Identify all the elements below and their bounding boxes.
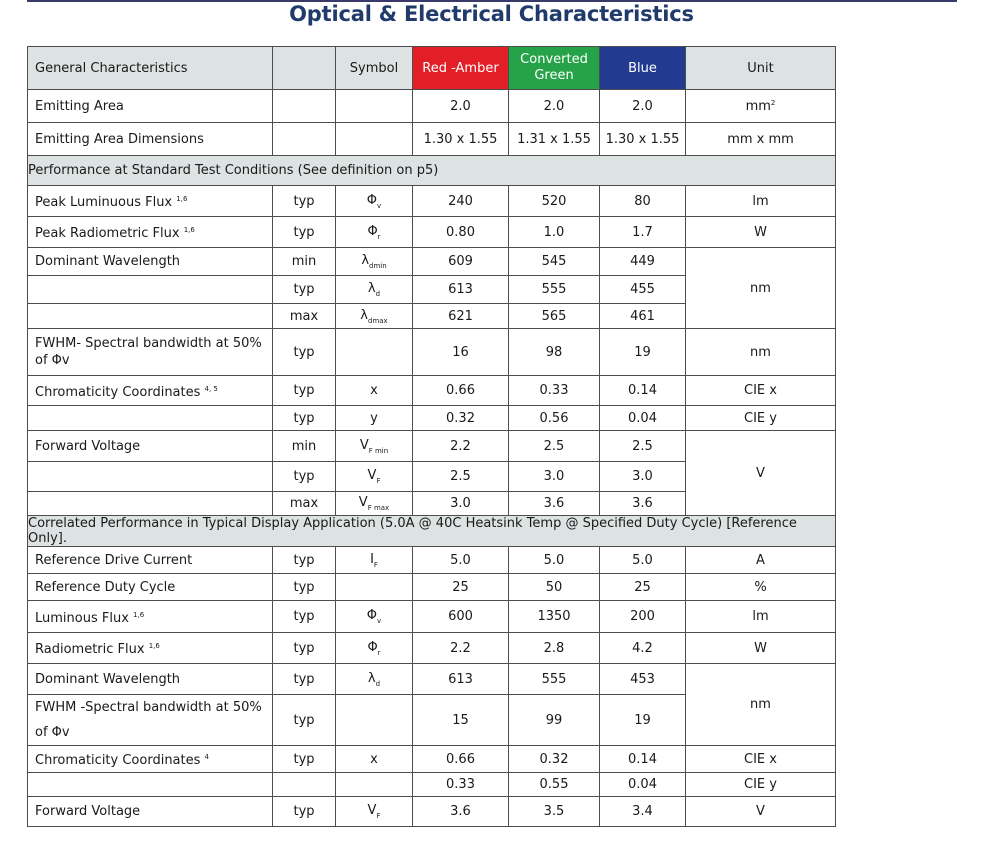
symbol-subscript: F [373,560,378,569]
row-label [28,329,273,376]
value-red-amber: 2.2 [413,633,509,664]
condition-cell [273,773,336,797]
footnote-ref: 1,6 [148,642,160,650]
row-label-line2: of Φv [35,725,70,740]
table-row [28,248,836,276]
value-red-amber: 0.66 [413,376,509,406]
symbol-subscript: F max [367,504,390,512]
value-blue: 0.04 [600,406,686,431]
section-correlated-performance: Correlated Performance in Typical Display Application (5.0A @ 40C Heatsink Temp @ Specified Duty Cycle) [Reference Only]. [28,516,836,547]
symbol-main: V [367,468,377,483]
table-row [28,406,836,431]
header-symbol: Symbol [336,47,413,90]
value-green: 565 [509,304,600,329]
symbol-main: λ [367,670,376,686]
symbol-cell [336,329,413,376]
table-row [28,664,836,695]
section-row [28,516,836,547]
value-red-amber: 25 [413,574,509,601]
header-green-line2: Green [534,68,574,83]
value-green: 3.6 [509,492,600,516]
table-row [28,431,836,462]
value-green: 2.0 [509,90,600,123]
row-label [28,462,273,492]
symbol-subscript: d [375,290,381,298]
value-blue: 4.2 [600,633,686,664]
value-red-amber: 0.66 [413,746,509,773]
unit-superscript: 2 [770,98,776,107]
unit-cell: A [686,547,836,574]
value-blue: 5.0 [600,547,686,574]
value-blue: 1.30 x 1.55 [600,123,686,156]
value-blue: 200 [600,601,686,633]
characteristics-table [27,46,836,827]
section-standard-conditions: Performance at Standard Test Conditions (See definition on p5) [28,156,836,186]
condition-cell: typ [273,329,336,376]
value-red-amber: 5.0 [413,547,509,574]
symbol-cell [336,574,413,601]
value-green: 0.33 [509,376,600,406]
value-green: 555 [509,276,600,304]
page-title: Optical & Electrical Characteristics [289,2,694,26]
row-label-text: Peak Luminuous Flux [35,195,173,210]
value-blue: 1.7 [600,217,686,248]
unit-cell: W [686,633,836,664]
condition-cell [273,123,336,156]
symbol-main: Φ [367,639,378,655]
symbol-cell [336,773,413,797]
header-converted-green [509,47,600,90]
symbol-cell [336,633,413,664]
row-label [28,217,273,248]
symbol-main: λ [360,307,368,323]
value-green: 2.8 [509,633,600,664]
symbol-cell: x [336,746,413,773]
value-blue: 19 [600,695,686,746]
value-red-amber: 1.30 x 1.55 [413,123,509,156]
value-green: 2.5 [509,431,600,462]
value-green: 1.0 [509,217,600,248]
header-general: General Characteristics [28,47,273,90]
value-blue: 453 [600,664,686,695]
condition-cell: typ [273,633,336,664]
table-row [28,217,836,248]
value-red-amber: 621 [413,304,509,329]
symbol-cell [336,797,413,827]
symbol-cell [336,601,413,633]
condition-cell: typ [273,547,336,574]
symbol-cell [336,695,413,746]
row-label-line1: FWHM- Spectral bandwidth at 50% [35,336,262,351]
symbol-subscript: d [375,679,381,688]
value-blue: 3.4 [600,797,686,827]
footnote-ref: 4 [204,753,209,761]
row-label: Dominant Wavelength [28,664,273,695]
value-red-amber: 15 [413,695,509,746]
symbol-cell [336,431,413,462]
value-green: 50 [509,574,600,601]
row-label [28,773,273,797]
value-red-amber: 2.0 [413,90,509,123]
condition-cell: typ [273,746,336,773]
value-green: 0.56 [509,406,600,431]
row-label: Emitting Area [28,90,273,123]
row-label [28,601,273,633]
symbol-cell [336,123,413,156]
symbol-subscript: v [377,617,382,625]
symbol-cell [336,248,413,276]
condition-cell: typ [273,186,336,217]
value-blue: 449 [600,248,686,276]
symbol-cell: x [336,376,413,406]
header-blue: Blue [600,47,686,90]
condition-cell: typ [273,797,336,827]
row-label-text: Chromaticity Coordinates [35,384,201,400]
symbol-cell [336,547,413,574]
value-green: 3.0 [509,462,600,492]
table-row [28,547,836,574]
table-header-row [28,47,836,90]
row-label [28,746,273,773]
value-red-amber: 3.6 [413,797,509,827]
value-red-amber: 3.0 [413,492,509,516]
unit-text: mm [745,98,771,114]
condition-cell: typ [273,664,336,695]
symbol-subscript: r [377,648,381,657]
unit-cell: lm [686,186,836,217]
value-green: 555 [509,664,600,695]
symbol-main: I [370,551,374,567]
unit-cell: V [686,797,836,827]
condition-cell: max [273,492,336,516]
symbol-main: V [367,803,377,818]
table-row [28,797,836,827]
symbol-cell [336,462,413,492]
unit-cell: nm [686,248,836,329]
value-blue: 0.04 [600,773,686,797]
symbol-subscript: dmin [369,262,387,270]
table-row [28,633,836,664]
value-blue: 2.5 [600,431,686,462]
symbol-main: Φ [367,223,378,239]
row-label-text: Radiometric Flux [35,642,145,657]
value-blue: 19 [600,329,686,376]
value-red-amber: 609 [413,248,509,276]
row-label [28,406,273,431]
table-row [28,329,836,376]
value-blue: 80 [600,186,686,217]
row-label [28,492,273,516]
value-red-amber: 2.5 [413,462,509,492]
symbol-cell [336,276,413,304]
footnote-ref: 4, 5 [204,384,218,393]
row-label [28,186,273,217]
value-blue: 2.0 [600,90,686,123]
row-label [28,633,273,664]
row-label: Forward Voltage [28,797,273,827]
symbol-cell [336,492,413,516]
symbol-cell [336,304,413,329]
table-row [28,574,836,601]
footnote-ref: 1,6 [133,610,145,619]
unit-cell [686,90,836,123]
value-green: 99 [509,695,600,746]
condition-cell: typ [273,462,336,492]
condition-cell: typ [273,217,336,248]
row-label-line2: of Φv [35,353,70,368]
symbol-cell [336,664,413,695]
value-red-amber: 0.80 [413,217,509,248]
symbol-subscript: F min [368,446,389,455]
value-blue: 3.0 [600,462,686,492]
value-red-amber: 600 [413,601,509,633]
table-row [28,746,836,773]
condition-cell: typ [273,276,336,304]
value-red-amber: 0.33 [413,773,509,797]
value-red-amber: 0.32 [413,406,509,431]
row-label: Forward Voltage [28,431,273,462]
value-blue: 455 [600,276,686,304]
value-blue: 3.6 [600,492,686,516]
value-blue: 0.14 [600,376,686,406]
value-green: 520 [509,186,600,217]
symbol-main: λ [361,253,370,268]
row-label-line1: FWHM -Spectral bandwidth at 50% [35,700,262,715]
row-label-text: Peak Radiometric Flux [35,226,180,241]
unit-cell: W [686,217,836,248]
symbol-cell: y [336,406,413,431]
condition-cell: min [273,431,336,462]
unit-cell: mm x mm [686,123,836,156]
unit-cell: CIE x [686,376,836,406]
row-label-text: Chromaticity Coordinates [35,753,201,768]
condition-cell: typ [273,406,336,431]
table-row [28,376,836,406]
value-green: 1350 [509,601,600,633]
value-red-amber: 613 [413,276,509,304]
condition-cell: max [273,304,336,329]
unit-cell: V [686,431,836,516]
table-row [28,123,836,156]
header-red-amber: Red -Amber [413,47,509,90]
table-row [28,601,836,633]
header-unit: Unit [686,47,836,90]
unit-cell: CIE x [686,746,836,773]
symbol-main: λ [367,281,376,296]
row-label: Dominant Wavelength [28,248,273,276]
unit-cell: nm [686,329,836,376]
value-red-amber: 613 [413,664,509,695]
row-label: Emitting Area Dimensions [28,123,273,156]
footnote-ref: 1,6 [183,226,195,234]
unit-cell: lm [686,601,836,633]
table-row [28,186,836,217]
value-green: 0.55 [509,773,600,797]
unit-cell: % [686,574,836,601]
symbol-main: V [359,437,369,453]
row-label [28,695,273,746]
value-green: 545 [509,248,600,276]
row-label [28,304,273,329]
unit-cell: CIE y [686,406,836,431]
value-green: 1.31 x 1.55 [509,123,600,156]
condition-cell: typ [273,574,336,601]
table-row [28,90,836,123]
value-green: 5.0 [509,547,600,574]
unit-cell: nm [686,664,836,746]
symbol-main: Φ [366,192,378,208]
symbol-cell [336,186,413,217]
value-green: 98 [509,329,600,376]
value-red-amber: 16 [413,329,509,376]
symbol-main: Φ [366,608,378,623]
section-row [28,156,836,186]
table-row [28,773,836,797]
row-label-text: Luminous Flux [35,610,129,626]
row-label: Reference Drive Current [28,547,273,574]
value-blue: 461 [600,304,686,329]
header-green-line1: Converted [520,52,588,67]
symbol-subscript: v [377,201,382,210]
symbol-subscript: r [377,232,381,241]
condition-cell: typ [273,695,336,746]
condition-cell [273,90,336,123]
symbol-subscript: F [376,812,381,820]
value-red-amber: 2.2 [413,431,509,462]
unit-cell: CIE y [686,773,836,797]
condition-cell: min [273,248,336,276]
row-label: Reference Duty Cycle [28,574,273,601]
symbol-cell [336,90,413,123]
value-green: 3.5 [509,797,600,827]
condition-cell: typ [273,601,336,633]
value-blue: 0.14 [600,746,686,773]
symbol-main: V [358,495,368,510]
condition-cell: typ [273,376,336,406]
symbol-cell [336,217,413,248]
header-condition [273,47,336,90]
footnote-ref: 1,6 [176,195,188,203]
value-green: 0.32 [509,746,600,773]
symbol-subscript: F [376,477,381,485]
value-blue: 25 [600,574,686,601]
value-red-amber: 240 [413,186,509,217]
symbol-subscript: dmax [368,316,388,325]
row-label [28,376,273,406]
row-label [28,276,273,304]
